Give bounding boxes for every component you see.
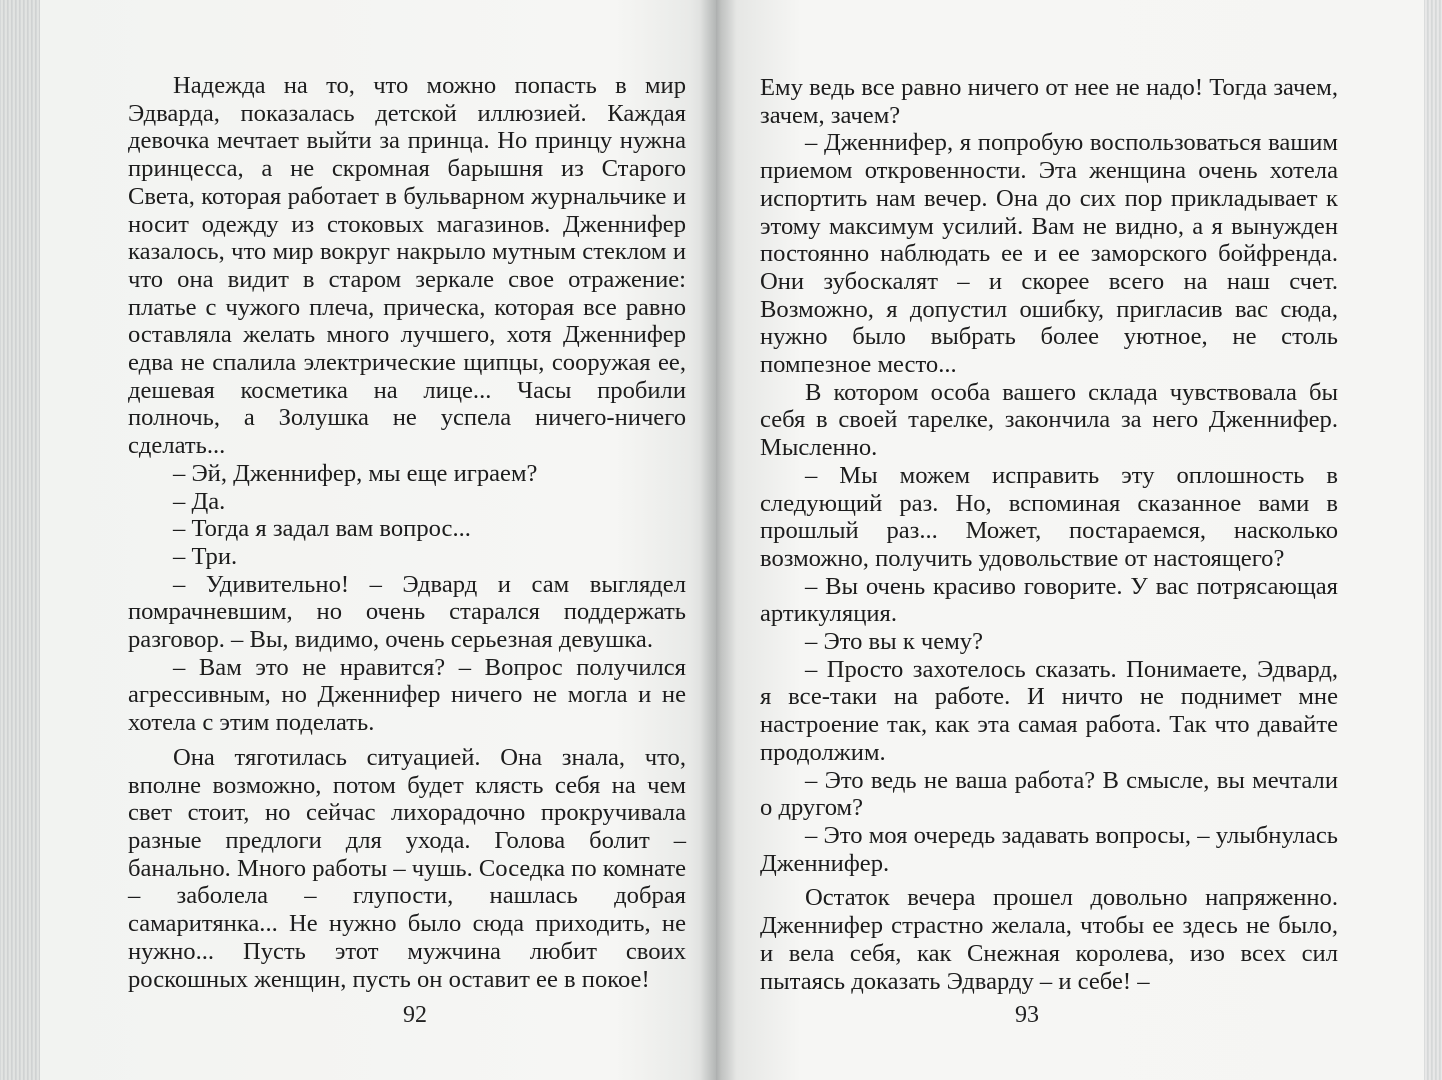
paragraph: Надежда на то, что можно попасть в мир Эдварда, показалась детской иллюзией. Каждая девочка мечтает выйти за принца. Но принцу нужна принцесса, а не скромная барышня из Старого Света, которая работает в бульварном журнальчике и носит одежду из стоковых магазинов. Дженнифер казалось, что мир вокруг накрыло мутным стеклом и что она видит в старом зеркале свое отражение: платье с чужого плеча, прическа, которая все равно оставляла желать много лучшего, хотя Дженнифер едва не спалила электрические щипцы, сооружая ее, дешевая косметика на лице... Часы пробили полночь, а Золушка не успела ничего-ничего сделать... bbox=[128, 72, 686, 460]
left-page-text bbox=[128, 72, 686, 993]
page-number-right: 93 bbox=[1015, 1002, 1039, 1028]
paragraph: – Это моя очередь задавать вопросы, – улыбнулась Дженнифер. bbox=[760, 821, 1338, 877]
paragraph: – Тогда я задал вам вопрос... bbox=[173, 515, 471, 543]
page-number-left: 92 bbox=[403, 1002, 427, 1028]
paragraph: Ему ведь все равно ничего от нее не надо! Тогда зачем, зачем, зачем? bbox=[760, 74, 1338, 129]
paragraph: – Просто захотелось сказать. Понимаете, Эдвард, я все-таки на работе. И ничто не поднимет мне настроение так, как эта самая работа. Так что давайте продолжим. bbox=[760, 655, 1338, 766]
paragraph: – Да. bbox=[173, 487, 226, 515]
paragraph: В котором особа вашего склада чувствовала бы себя в своей тарелке, закончила за него Дженнифер. Мысленно. bbox=[760, 378, 1338, 462]
paragraph: Остаток вечера прошел довольно напряженно. Дженнифер страстно желала, чтобы ее здесь не было, и вела себя, как Снежная королева, изо всех сил пытаясь доказать Эдварду – и себе! – bbox=[760, 884, 1338, 995]
paragraph: – Это вы к чему? bbox=[805, 628, 983, 656]
paragraph: – Удивительно! – Эдвард и сам выглядел помрачневшим, но очень старался поддержать разговор. – Вы, видимо, очень серьезная девушка. bbox=[128, 570, 686, 654]
paragraph: – Мы можем исправить эту оплошность в следующий раз. Но, вспоминая сказанное вами в прошлый раз... Может, постараемся, насколько возможно, получить удовольствие от настоящего? bbox=[760, 461, 1338, 572]
paragraph: – Это ведь не ваша работа? В смысле, вы мечтали о другом? bbox=[760, 766, 1338, 822]
paragraph: – Вы очень красиво говорите. У вас потрясающая артикуляция. bbox=[760, 572, 1338, 628]
right-page-text bbox=[760, 74, 1338, 995]
paragraph: – Три. bbox=[173, 542, 238, 570]
paragraph: – Дженнифер, я попробую воспользоваться вашим приемом откровенности. Эта женщина очень хотела испортить нам вечер. Она до сих пор прикладывает к этому максимум усилий. Вам не видно, а я вынужден постоянно наблюдать ее и ее заморского бойфренда. Они зубоскалят – и скорее всего на наш счет. Возможно, я допустил ошибку, пригласив вас сюда, нужно было выбрать более уютное, не столь помпезное место... bbox=[760, 129, 1338, 379]
paragraph: – Вам это не нравится? – Вопрос получился агрессивным, но Дженнифер ничего не могла и не хотела с этим поделать. bbox=[128, 653, 686, 737]
paragraph: Она тяготилась ситуацией. Она знала, что, вполне возможно, потом будет клясть себя на чем свет стоит, но сейчас лихорадочно прокручивала разные предлоги для ухода. Голова болит – банально. Много работы – чушь. Соседка по комнате – заболела – глупости, нашлась добрая самаритянка... Не нужно было сюда приходить, не нужно... Пусть этот мужчина любит своих роскошных женщин, пусть он оставит ее в покое! bbox=[128, 743, 686, 993]
book-gutter bbox=[700, 0, 736, 1080]
paragraph: – Эй, Дженнифер, мы еще играем? bbox=[173, 459, 538, 487]
page-edges-right bbox=[1424, 0, 1442, 1080]
